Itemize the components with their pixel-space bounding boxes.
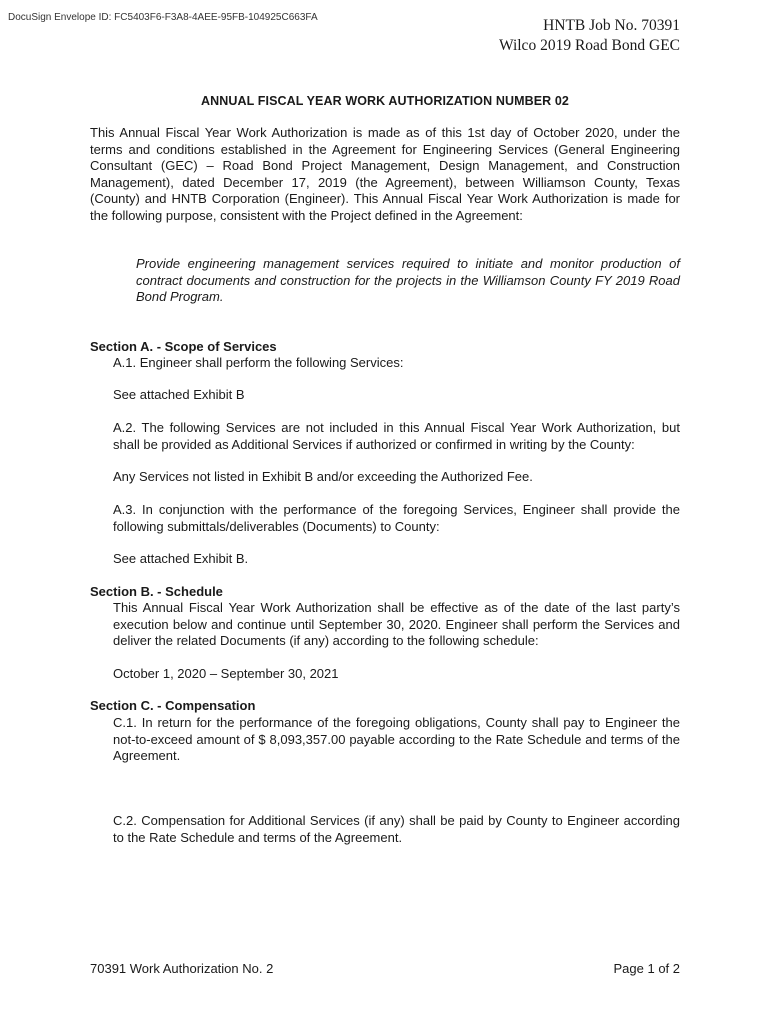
project-name: Wilco 2019 Road Bond GEC xyxy=(498,37,680,54)
section-b-schedule: October 1, 2020 – September 30, 2021 xyxy=(113,666,339,681)
section-c1-text: C.1. In return for the performance of the foregoing obligations, County shall pay to Engineer the not-to-exceed amount of $ 8,093,357.00 payable according to the Rate Schedule and terms of the Agreement. xyxy=(113,715,680,763)
intro-paragraph: This Annual Fiscal Year Work Authorization is made as of this 1st day of October 2020, under the terms and conditions established in the Agreement for Engineering Services (General Engineering Consultant (GEC) – Road Bond Project Management, Design Management, and Construction Management), dated December 17, 2019 (the Agreement), between Williamson County, Texas (County) and HNTB Corporation (Engineer). This Annual Fiscal Year Work Authorization is made for the following purpose, consistent with the Project defined in the Agreement: xyxy=(90,125,680,223)
page-title: ANNUAL FISCAL YEAR WORK AUTHORIZATION NUMBER 02 xyxy=(201,94,569,108)
purpose-paragraph: Provide engineering management services required to initiate and monitor production of contract documents and construction for the projects in the Williamson County FY 2019 Road Bond Program. xyxy=(136,256,680,304)
section-c2-text: C.2. Compensation for Additional Services (if any) shall be paid by County to Engineer according to the Rate Schedule and terms of the Agreement. xyxy=(113,813,680,845)
section-a1-text: A.1. Engineer shall perform the following Services: xyxy=(113,355,404,370)
section-c-heading: Section C. - Compensation xyxy=(90,698,256,713)
docusign-envelope-id: DocuSign Envelope ID: FC5403F6-F3A8-4AEE-95FB-104925C663FA xyxy=(8,12,318,23)
section-a2-text: A.2. The following Services are not included in this Annual Fiscal Year Work Authorization, but shall be provided as Additional Services if authorized or confirmed in writing by the County: xyxy=(113,420,680,452)
section-b-heading: Section B. - Schedule xyxy=(90,584,223,599)
job-number: HNTB Job No. 70391 xyxy=(543,17,680,34)
section-a3-value: See attached Exhibit B. xyxy=(113,551,249,566)
document-header xyxy=(499,16,680,56)
section-a2-value: Any Services not listed in Exhibit B and/or exceeding the Authorized Fee. xyxy=(113,469,533,484)
section-a1-value: See attached Exhibit B xyxy=(113,387,245,402)
section-b-text: This Annual Fiscal Year Work Authorization shall be effective as of the date of the last party’s execution below and continue until September 30, 2020. Engineer shall perform the Services and deliver the related Documents (if any) according to the following schedule: xyxy=(113,600,680,648)
footer-page-number: Page 1 of 2 xyxy=(613,961,680,976)
footer-document-id: 70391 Work Authorization No. 2 xyxy=(90,961,274,976)
section-a-heading: Section A. - Scope of Services xyxy=(90,339,277,354)
section-a3-text: A.3. In conjunction with the performance of the foregoing Services, Engineer shall provide the following submittals/deliverables (Documents) to County: xyxy=(113,502,680,534)
